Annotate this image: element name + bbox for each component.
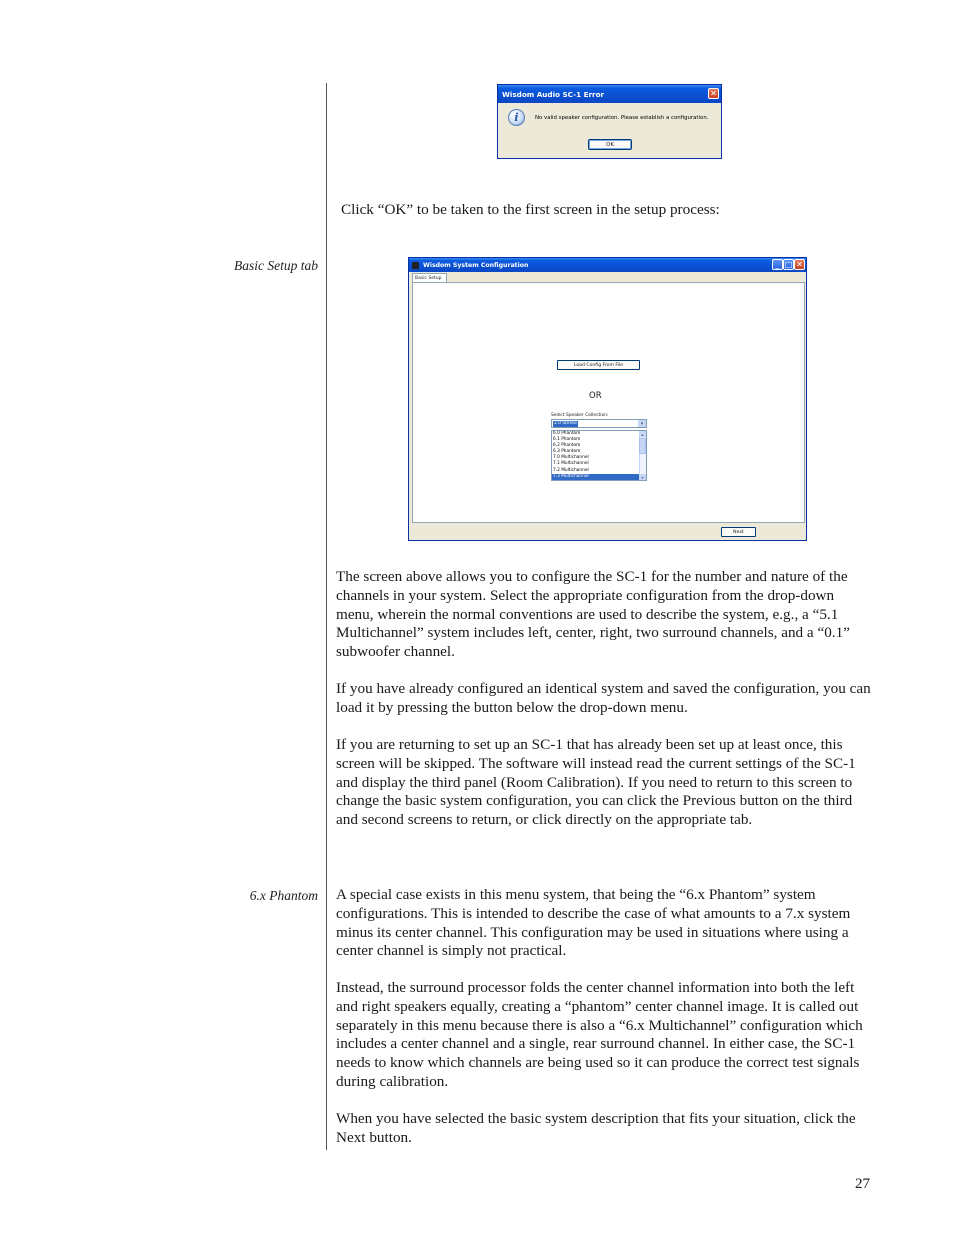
list-item[interactable]: 6.0 Phantom <box>553 431 581 436</box>
select-speaker-label: Select Speaker Collection: <box>551 413 609 418</box>
body-paragraph-5: Instead, the surround processor folds the center channel information into both the left and right speakers equally, creating a “phantom” center channel image. It is called out separately in this menu because there is also a “6.x Multichannel” configuration which includes a center channel and a single, rear surround channel. In either case, the SC-1 needs to know which channels are being used so it can produce the correct test signals during calibration. <box>336 979 863 1090</box>
body-paragraph-6: When you have selected the basic system description that fits your situation, click the Next button. <box>336 1110 856 1146</box>
next-button[interactable]: Next <box>721 527 756 537</box>
info-icon: i <box>508 109 525 126</box>
margin-note-phantom: 6.x Phantom <box>249 888 318 903</box>
body-paragraph-3: If you are returning to set up an SC-1 that has already been set up at least once, this screen will be skipped. The software will instead read the current settings of the SC-1 and display the third panel (Room Calibration). If you need to return to this screen to change the basic system configuration, you can click the Previous button on the third and second screens to return, or click directly on the appropriate tab. <box>336 736 856 829</box>
or-label: OR <box>589 391 602 401</box>
list-item[interactable]: 7.2 Multichannel <box>553 467 589 473</box>
margin-rule <box>326 83 327 1150</box>
list-item-selected[interactable]: 7.3 Multichannel <box>552 474 646 480</box>
error-dialog <box>497 84 722 159</box>
list-item[interactable]: 7.1 Multichannel <box>553 461 589 467</box>
chevron-up-icon[interactable]: ▴ <box>639 431 646 437</box>
config-window <box>408 257 807 541</box>
body-paragraph-1: The screen above allows you to configure the SC-1 for the number and nature of the channels in your system. Select the appropriate configuration from the drop-down menu, wherein the normal conventions are used to describe the system, e.g., a “5.1 Multichannel” system includes left, center, right, two surround channels, and a “0.1” subwoofer channel. <box>336 568 850 661</box>
app-icon <box>412 262 419 269</box>
speaker-collection-value: 2.0 Stereo <box>554 421 577 426</box>
body-paragraph-2: If you have already configured an identical system and saved the configuration, you can load it by pressing the button below the drop-down menu. <box>336 680 871 716</box>
maximize-icon[interactable]: □ <box>784 259 793 269</box>
close-icon[interactable]: ✕ <box>794 259 805 270</box>
load-config-button[interactable]: Load Config From File <box>557 360 640 370</box>
speaker-collection-list[interactable] <box>551 430 647 481</box>
minimize-icon[interactable]: _ <box>772 259 783 270</box>
page-number: 27 <box>855 1176 870 1192</box>
scrollbar-thumb[interactable] <box>639 438 646 454</box>
speaker-collection-select[interactable] <box>551 419 647 428</box>
list-item[interactable]: 6.1 Phantom <box>553 437 581 443</box>
chevron-down-icon[interactable]: ▾ <box>638 420 646 427</box>
intro-text: Click “OK” to be taken to the first screen in the setup process: <box>341 201 720 218</box>
list-item[interactable]: 6.2 Phantom <box>553 443 581 449</box>
body-paragraph-4: A special case exists in this menu system, that being the “6.x Phantom” system configurations. This is intended to describe the case of what amounts to a 7.x system minus its center channel. This configuration may be used in situations where using a center channel is simply not practical. <box>336 886 851 960</box>
error-message: No valid speaker configuration. Please establish a configuration. <box>535 115 709 121</box>
config-window-title: Wisdom System Configuration <box>423 261 529 269</box>
list-item[interactable]: 7.0 Multichannel <box>553 455 589 461</box>
tab-basic-setup[interactable]: Basic Setup <box>412 273 447 283</box>
error-dialog-title: Wisdom Audio SC-1 Error <box>502 89 605 99</box>
error-dialog-titlebar <box>498 85 721 103</box>
ok-button[interactable]: OK <box>588 139 632 150</box>
chevron-down-icon[interactable]: ▾ <box>639 474 646 480</box>
basic-setup-panel <box>412 282 805 523</box>
list-item[interactable]: 6.3 Phantom <box>553 449 581 455</box>
close-icon[interactable]: ✕ <box>708 88 719 99</box>
margin-note-basic-setup: Basic Setup tab <box>234 258 318 273</box>
config-window-titlebar <box>409 258 806 272</box>
